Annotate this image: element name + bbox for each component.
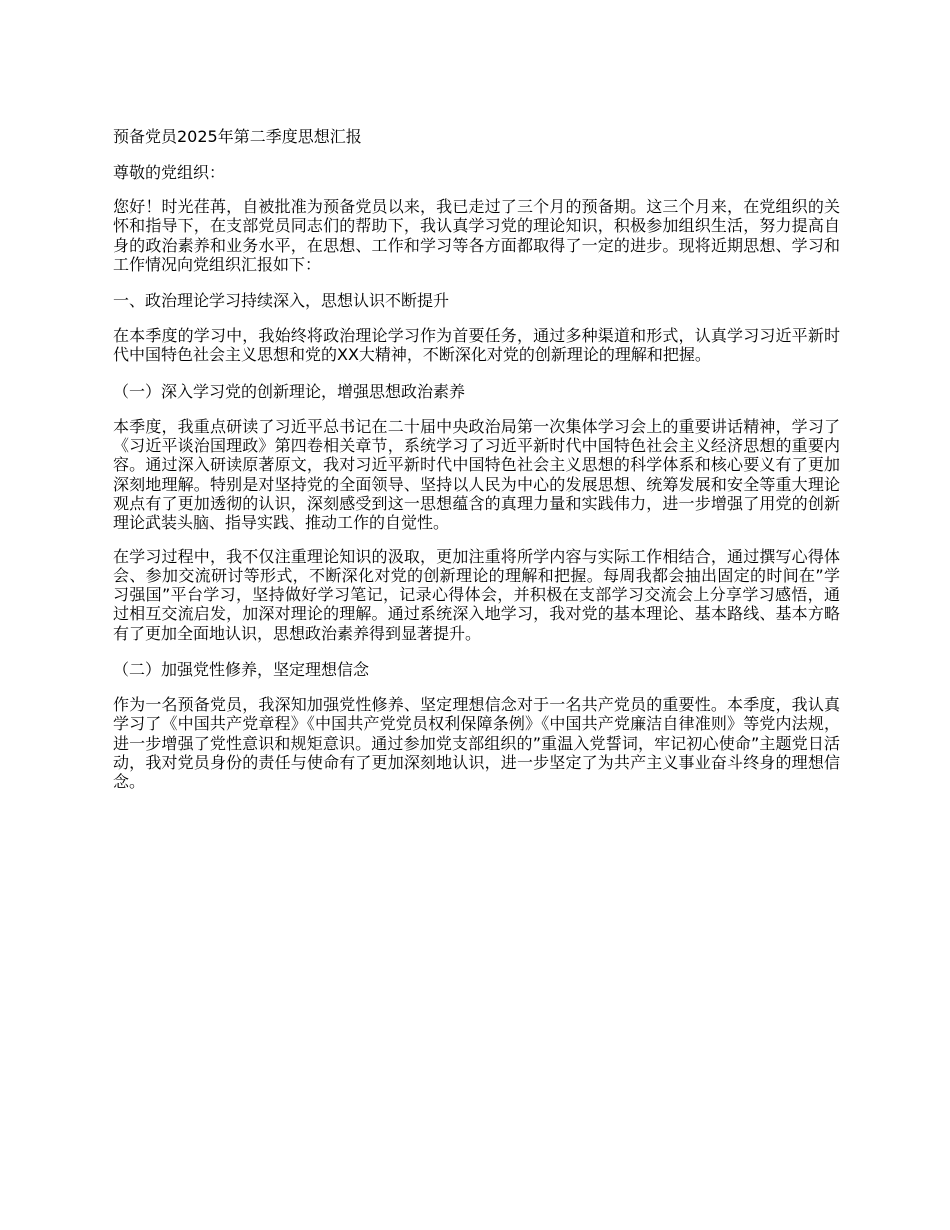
- intro-paragraph: 您好！时光荏苒，自被批准为预备党员以来，我已走过了三个月的预备期。这三个月来，在党组织的关怀和指导下，在支部党员同志们的帮助下，我认真学习党的理论知识，积极参加组织生活，努力提高自身的政治素养和业务水平，在思想、工作和学习等各方面都取得了一定的进步。现将近期思想、学习和工作情况向党组织汇报如下：: [113, 197, 840, 274]
- salutation: 尊敬的党组织：: [113, 163, 226, 182]
- section-1-paragraph: 在本季度的学习中，我始终将政治理论学习作为首要任务，通过多种渠道和形式，认真学习习近平新时代中国特色社会主义思想和党的XX大精神，不断深化对党的创新理论的理解和把握。: [113, 326, 840, 365]
- subsection-2-heading: （二）加强党性修养，坚定理想信念: [113, 660, 370, 680]
- subsection-2-paragraph-1: 作为一名预备党员，我深知加强党性修养、坚定理想信念对于一名共产党员的重要性。本季度，我认真学习了《中国共产党章程》《中国共产党党员权利保障条例》《中国共产党廉洁自律准则》等党内法规，进一步增强了党性意识和规矩意识。通过参加党支部组织的”重温入党誓词，牢记初心使命”主题党日活动，我对党员身份的责任与使命有了更加深刻地认识，进一步坚定了为共产主义事业奋斗终身的理想信念。: [113, 695, 840, 792]
- document-page: [113, 124, 840, 806]
- document-title: 预备党员2025年第二季度思想汇报: [113, 127, 362, 146]
- subsection-1-paragraph-2: 在学习过程中，我不仅注重理论知识的汲取，更加注重将所学内容与实际工作相结合，通过撰写心得体会、参加交流研讨等形式，不断深化对党的创新理论的理解和把握。每周我都会抽出固定的时间在”学习强国”平台学习，坚持做好学习笔记，记录心得体会，并积极在支部学习交流会上分享学习感悟，通过相互交流启发，加深对理论的理解。通过系统深入地学习，我对党的基本理论、基本路线、基本方略有了更加全面地认识，思想政治素养得到显著提升。: [113, 546, 840, 643]
- subsection-1-paragraph-1: 本季度，我重点研读了习近平总书记在二十届中央政治局第一次集体学习会上的重要讲话精神，学习了《习近平谈治国理政》第四卷相关章节，系统学习了习近平新时代中国特色社会主义经济思想的重要内容。通过深入研读原著原文，我对习近平新时代中国特色社会主义思想的科学体系和核心要义有了更加深刻地理解。特别是对坚持党的全面领导、坚持以人民为中心的发展思想、统筹发展和安全等重大理论观点有了更加透彻的认识，深刻感受到这一思想蕴含的真理力量和实践伟力，进一步增强了用党的创新理论武装头脑、指导实践、推动工作的自觉性。: [113, 416, 840, 533]
- subsection-1-heading: （一）深入学习党的创新理论，增强思想政治素养: [113, 381, 466, 401]
- section-1-heading: 一、政治理论学习持续深入，思想认识不断提升: [113, 291, 450, 311]
